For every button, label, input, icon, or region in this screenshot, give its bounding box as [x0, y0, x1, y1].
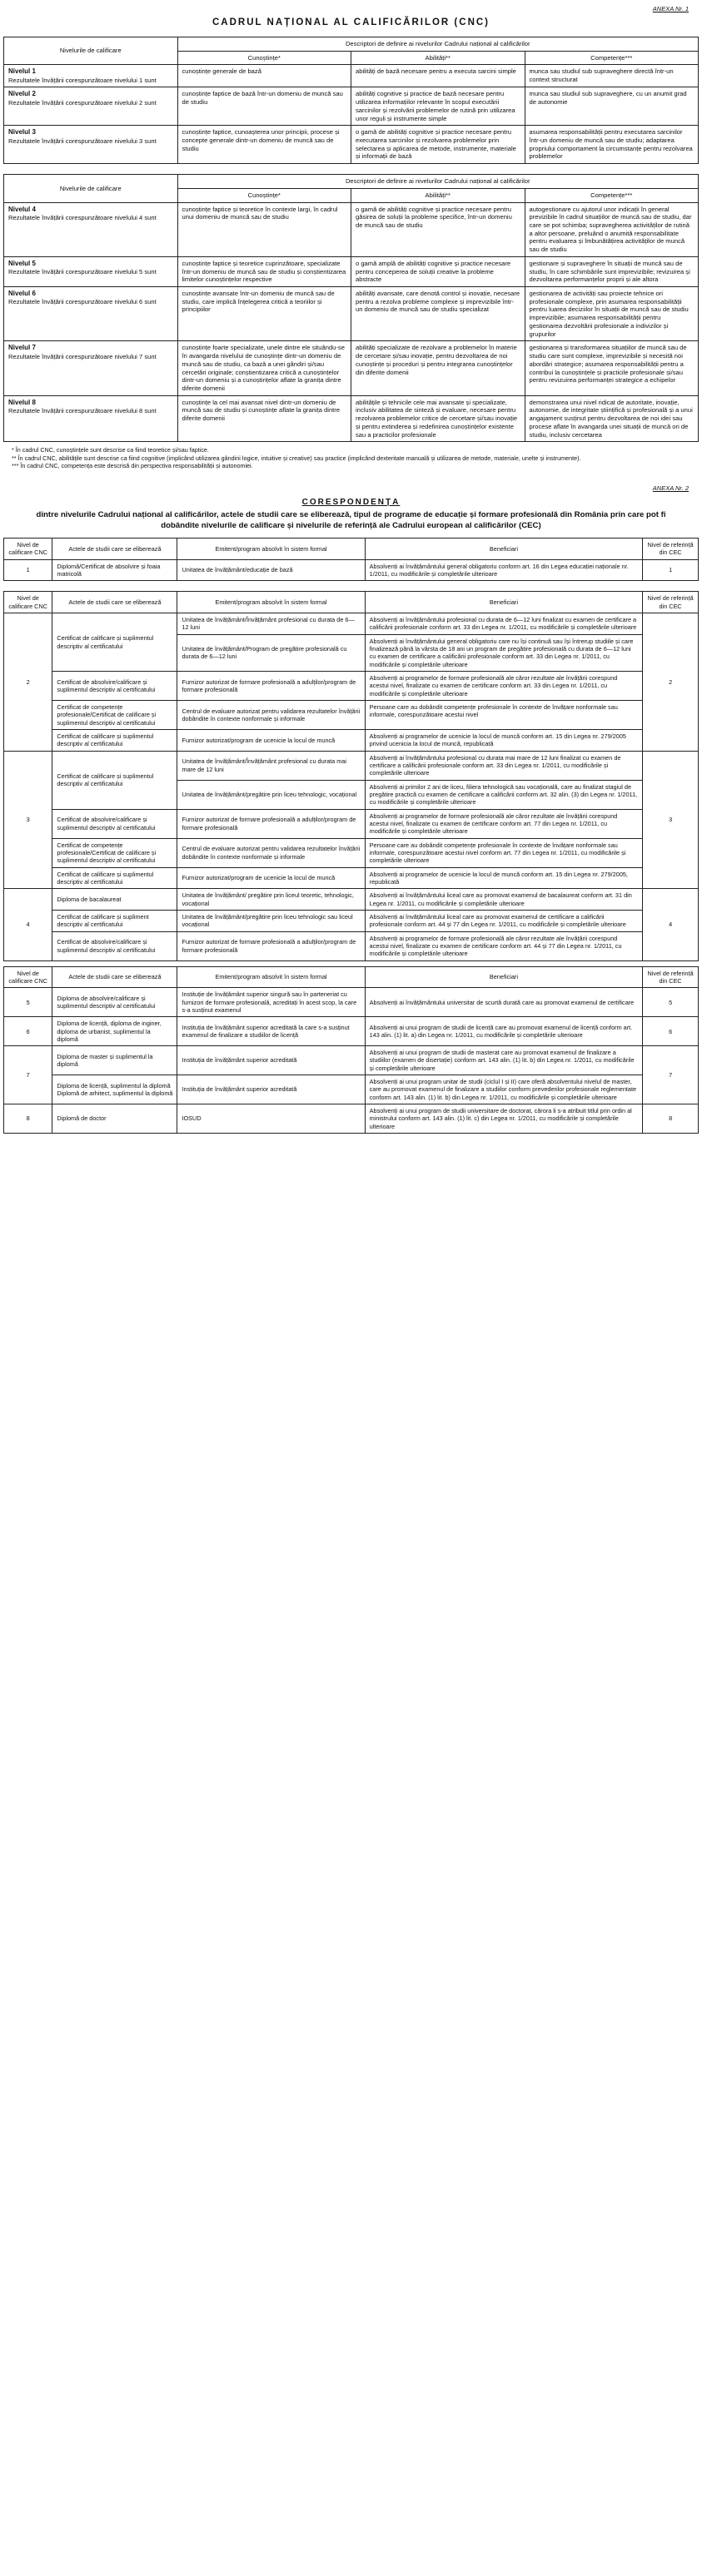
skills-cell: abilități specializate de rezolvare a problemelor în materie de cercetare și/sau inovație, pentru dezvoltarea de noi cunoștințe și proceduri și pentru integrarea cunoștințelor din diferite domenii	[351, 341, 525, 395]
footnotes	[3, 442, 699, 469]
col-header-eqf-level: Nivel de referință din CEC	[643, 966, 699, 988]
cnc-level-cell: 5	[4, 988, 52, 1017]
cnc-level-cell: 6	[4, 1017, 52, 1046]
level-results-text: Rezultatele învățării corespunzătoare nivelului 4 sunt	[8, 213, 157, 221]
table-row	[4, 341, 699, 395]
level-name: Nivelul 4	[8, 205, 36, 213]
skills-cell: abilități avansate, care denotă control și inovație, necesare pentru a rezolva probleme complexe și imprevizibile într-un domeniu de muncă sau de studiu specializat	[351, 287, 525, 341]
issuer-cell: Furnizor autorizat de formare profesională a adulților/program de formare profesională	[177, 672, 365, 701]
act-cell: Diploma de absolvire/calificare și suplimentul descriptiv al certificatului	[52, 988, 177, 1017]
table-row	[4, 202, 699, 256]
competences-cell: asumarea responsabilității pentru executarea sarcinilor într-un domeniu de muncă sau de studiu; adaptarea propriului comportament la circumstanțe pentru rezolvarea problemelor	[525, 126, 699, 164]
beneficiaries-cell: Absolvenți ai învățământului liceal care au promovat examenul de certificare a calificării profesionale conform art. 44 și 77 din Legea nr. 1/2011, cu modificările și completările ulterioare	[365, 910, 643, 931]
level-results-text: Rezultatele învățării corespunzătoare nivelului 2 sunt	[8, 98, 157, 107]
correspondence-table-level-1	[3, 538, 699, 581]
issuer-cell: Furnizor autorizat/program de ucenicie la locul de muncă	[177, 729, 365, 751]
level-name: Nivelul 5	[8, 259, 36, 267]
issuer-cell: Instituție de învățământ superior singură sau în parteneriat cu furnizori de formare profesională, acreditați în acest scop, la care s-a susținut examenul	[177, 988, 365, 1017]
level-results-text: Rezultatele învățării corespunzătoare nivelului 1 sunt	[8, 76, 157, 84]
issuer-cell: Centrul de evaluare autorizat pentru validarea rezultatelor învățării dobândite în contexte nonformale și informale	[177, 838, 365, 867]
act-cell: Diploma de master și suplimentul la diplomă	[52, 1046, 177, 1075]
col-header-cnc-level: Nivel de calificare CNC	[4, 592, 52, 613]
col-header-skills: Abilități**	[351, 51, 525, 65]
issuer-cell: Furnizor autorizat de formare profesională a adulților/program de formare profesională	[177, 809, 365, 838]
col-header-competences: Competențe***	[525, 188, 699, 202]
cnc-level-cell: 7	[4, 1046, 52, 1104]
issuer-cell: Furnizor autorizat/program de ucenicie la locul de muncă	[177, 867, 365, 889]
col-header-descriptors: Descriptori de definire ai nivelurilor Cadrului național al calificărilor	[177, 37, 699, 52]
cnc-level-cell: 1	[4, 559, 52, 581]
beneficiaries-cell: Absolvenți ai învățământului liceal care au promovat examenul de bacalaureat conform art. 31 din Legea nr. 1/2011, cu modificările și completările ulterioare	[365, 889, 643, 911]
col-header-issuer: Emitent/program absolvit în sistem formal	[177, 539, 365, 560]
act-cell: Diploma de bacalaureat	[52, 889, 177, 911]
issuer-cell: Unitatea de învățământ/ pregătire prin liceul teoretic, tehnologic, vocațional	[177, 889, 365, 911]
competences-cell: gestionarea și transformarea situațiilor de muncă sau de studiu care sunt complexe, imprevizibile și necesită noi abordări strategice; asumarea responsabilității pentru a contribui la cunoștințele și practicile profesionale și/sau pentru revizuirea performanței strategice a echipelor	[525, 341, 699, 395]
beneficiaries-cell: Absolvenți ai programelor de formare profesională ale căror rezultate ale învățării corespund acestui nivel, finalizate cu examen de certificare conform art. 77 din Legea nr. 1/2011, cu modificările și completările ulterioare	[365, 809, 643, 838]
act-cell: Certificat de calificare și suplimentul descriptiv al certificatului	[52, 613, 177, 672]
competences-cell: autogestionare cu ajutorul unor indicații în general previzibile în cadrul situațiilor de muncă sau de studiu, dar care se pot schimba; supravegherea activităților de rutină a altor persoane, preluând o anumită responsabilitate pentru evaluarea și îmbunătățirea activităților de muncă sau de studiu	[525, 202, 699, 256]
table-row	[4, 889, 699, 911]
issuer-cell: Instituția de învățământ superior acreditată	[177, 1075, 365, 1104]
col-header-issuer: Emitent/program absolvit în sistem formal	[177, 966, 365, 988]
eqf-level-cell: 5	[643, 988, 699, 1017]
cnc-level-cell: 2	[4, 613, 52, 752]
annex2-title: CORESPONDENȚA	[301, 498, 401, 508]
act-cell: Diploma de licență, diploma de inginer, diploma de urbanist, suplimentul la diplomă	[52, 1017, 177, 1046]
col-header-skills: Abilități**	[351, 188, 525, 202]
table-row	[4, 1104, 699, 1134]
col-header-eqf-level: Nivel de referință din CEC	[643, 592, 699, 613]
table-row	[4, 931, 699, 960]
col-header-knowledge: Cunoștințe*	[177, 51, 351, 65]
eqf-level-cell: 3	[643, 751, 699, 889]
table-row	[4, 287, 699, 341]
act-cell: Certificat de calificare și suplimentul descriptiv al certificatului	[52, 867, 177, 889]
skills-cell: abilități cognitive și practice de bază necesare pentru utilizarea informațiilor relevante în scopul executării sarcinilor și rezolvării problemelor de rutină prin utilizarea unor reguli și instrumente simple	[351, 87, 525, 126]
table-row	[4, 395, 699, 442]
table-row	[4, 988, 699, 1017]
beneficiaries-cell: Absolvenți ai primilor 2 ani de liceu, filiera tehnologică sau vocațională, care au finalizat stagiul de pregătire practică cu examen de certificare a calificării conform art. 32 alin. (3) din Legea nr. 1/2011, cu modificările și completările ulterioare	[365, 780, 643, 809]
issuer-cell: Unitatea de învățământ/pregătire prin liceu tehnologic sau liceul vocațional	[177, 910, 365, 931]
beneficiaries-cell: Absolvenți ai unui program de studii de masterat care au promovat examenul de finalizare a studiilor (examen de disertație) conform art. 143 alin. (1) lit. b) din Legea nr. 1/2011, cu modificările și completările ulterioare	[365, 1046, 643, 1075]
competences-cell: munca sau studiul sub supraveghere, cu un anumit grad de autonomie	[525, 87, 699, 126]
act-cell: Certificat de competențe profesionale/Certificat de calificare și suplimentul descriptiv al certificatului	[52, 838, 177, 867]
beneficiaries-cell: Absolvenți ai învățământului universitar de scurtă durată care au promovat examenul de certificare	[365, 988, 643, 1017]
level-cell	[4, 202, 178, 256]
col-header-level: Nivelurile de calificare	[4, 175, 178, 202]
issuer-cell: Unitatea de învățământ/Învățământ profesional cu durata mai mare de 12 luni	[177, 751, 365, 780]
col-header-knowledge: Cunoștințe*	[177, 188, 351, 202]
eqf-level-cell: 2	[643, 613, 699, 752]
level-cell	[4, 65, 178, 87]
issuer-cell: Furnizor autorizat de formare profesională a adulților/program de formare profesională	[177, 931, 365, 960]
beneficiaries-cell: Persoane care au dobândit competențe profesionale în contexte de învățare nonformale sau informale, corespunzătoare acestui nivel conform art. 77 din Legea nr. 1/2011, cu modificările și completările ulterioare	[365, 838, 643, 867]
skills-cell: abilitățile și tehnicile cele mai avansate și specializate, inclusiv abilitatea de sinteză și evaluare, necesare pentru rezolvarea problemelor critice de cercetare și/sau inovație și pentru extinderea și redefinirea cunoștințelor existente sau a practicilor profesionale	[351, 395, 525, 442]
level-name: Nivelul 8	[8, 398, 36, 406]
knowledge-cell: cunoștințe faptice de bază într-un domeniu de muncă sau de studiu	[177, 87, 351, 126]
level-name: Nivelul 2	[8, 90, 36, 98]
issuer-cell: Instituția de învățământ superior acreditată	[177, 1046, 365, 1075]
knowledge-cell: cunoștințe faptice, cunoașterea unor principii, procese și concepte generale dintr-un domeniu de muncă sau de studiu	[177, 126, 351, 164]
table-row	[4, 672, 699, 701]
document-page	[0, 0, 702, 1134]
knowledge-cell: cunoștințe foarte specializate, unele dintre ele situându-se în avangarda nivelului de cunoștințe dintr-un domeniu de muncă sau de studiu, ca bază a unei gândiri și/sau cercetări originale; conștientizarea critică a cunoștințelor dintr-un domeniu și a cunoștințelor aflate la granița dintre diferite domenii	[177, 341, 351, 395]
knowledge-cell: cunoștințe faptice și teoretice în contexte largi, în cadrul unui domeniu de muncă sau de studiu	[177, 202, 351, 256]
level-results-text: Rezultatele învățării corespunzătoare nivelului 8 sunt	[8, 406, 157, 414]
level-cell	[4, 341, 178, 395]
act-cell: Certificat de calificare și suplimentul descriptiv al certificatului	[52, 751, 177, 809]
col-header-acts: Actele de studii care se eliberează	[52, 966, 177, 988]
table-row	[4, 65, 699, 87]
footnote: ** În cadrul CNC, abilitățile sunt descrise ca fiind cognitive (implicând utilizarea gândirii logice, intuitive și creative) sau practice (implicând dexteritate manuală și utilizarea de metode, materiale, unelte și instrumente).	[12, 454, 581, 462]
level-name: Nivelul 3	[8, 128, 36, 136]
act-cell: Diplomă/Certificat de absolvire și foaia matricolă	[52, 559, 177, 581]
eqf-level-cell: 4	[643, 889, 699, 960]
act-cell: Certificat de calificare și supliment descriptiv al certificatului	[52, 910, 177, 931]
table-row	[4, 910, 699, 931]
issuer-cell: Unitatea de învățământ/Învățământ profesional cu durata de 6—12 luni	[177, 613, 365, 635]
level-name: Nivelul 7	[8, 344, 36, 352]
eqf-level-cell: 6	[643, 1017, 699, 1046]
level-name: Nivelul 1	[8, 67, 36, 76]
col-header-beneficiaries: Beneficiari	[365, 592, 643, 613]
beneficiaries-cell: Absolvenți ai unui program unitar de studii (ciclul I și II) care oferă absolventului nivelul de master, care au promovat examenul de finalizare a studiilor conform prevederilor profesionale reglementate conform art. 143 alin. (1) lit. b) din Legea nr. 1/2011, cu modificările și completările ulterioare	[365, 1075, 643, 1104]
competences-cell: gestionarea de activități sau proiecte tehnice ori profesionale complexe, prin asumarea responsabilității pentru luarea deciziilor în situații de muncă sau de studiu imprevizibile; asumarea responsabilității pentru gestionarea dezvoltării profesionale a indivizilor și grupurilor	[525, 287, 699, 341]
col-header-competences: Competențe***	[525, 51, 699, 65]
footnote: * În cadrul CNC, cunoștințele sunt descrise ca fiind teoretice și/sau faptice.	[12, 446, 209, 454]
table-row	[4, 729, 699, 751]
issuer-cell: Centrul de evaluare autorizat pentru validarea rezultatelor învățării dobândite în contexte nonformale și informale	[177, 701, 365, 730]
act-cell: Certificat de absolvire/calificare și suplimentul descriptiv al certificatului	[52, 672, 177, 701]
col-header-beneficiaries: Beneficiari	[365, 539, 643, 560]
level-results-text: Rezultatele învățării corespunzătoare nivelului 3 sunt	[8, 136, 157, 145]
issuer-cell: IOSUD	[177, 1104, 365, 1134]
competences-cell: demonstrarea unui nivel ridicat de autoritate, inovație, autonomie, de integritate științifică și profesională și a unui angajament susținut pentru dezvoltarea de noi idei sau procese aflate în avangarda unei situații de muncă ori de studiu, inclusiv cercetarea	[525, 395, 699, 442]
col-header-eqf-level: Nivel de referință din CEC	[643, 539, 699, 560]
knowledge-cell: cunoștințe faptice și teoretice cuprinzătoare, specializate într-un domeniu de muncă sau de studiu și conștientizarea limitelor cunoștințelor respective	[177, 256, 351, 286]
eqf-level-cell: 8	[643, 1104, 699, 1134]
cnc-level-cell: 4	[4, 889, 52, 960]
issuer-cell: Unitatea de învățământ/Program de pregătire profesională cu durata de 6—12 luni	[177, 634, 365, 671]
annex1-label: ANEXA Nr. 1	[652, 5, 689, 12]
level-cell	[4, 126, 178, 164]
beneficiaries-cell: Absolvenți ai programelor de formare profesională ale căror rezultate ale învățării corespund acestui nivel, finalizate cu examen de certificare conform art. 33 din Legea nr. 1/2011, cu modificările și completările ulterioare	[365, 672, 643, 701]
beneficiaries-cell: Absolvenți ai unui program de studii universitare de doctorat, cărora li s-a atribuit titlul prin ordin al ministrului conform art. 143 alin. (1) lit. c) din Legea nr. 1/2011, cu modificările și completările ulterioare	[365, 1104, 643, 1134]
table-row	[4, 838, 699, 867]
level-cell	[4, 256, 178, 286]
beneficiaries-cell: Absolvenți ai învățământului general obligatoriu conform art. 16 din Legea educației naționale nr. 1/2011, cu modificările și completările ulterioare	[365, 559, 643, 581]
act-cell: Diplomă de doctor	[52, 1104, 177, 1134]
table-row	[4, 701, 699, 730]
col-header-acts: Actele de studii care se eliberează	[52, 539, 177, 560]
table-row	[4, 126, 699, 164]
col-header-acts: Actele de studii care se eliberează	[52, 592, 177, 613]
act-cell: Certificat de absolvire/calificare și suplimentul descriptiv al certificatului	[52, 809, 177, 838]
level-results-text: Rezultatele învățării corespunzătoare nivelului 7 sunt	[8, 352, 157, 360]
table-row	[4, 613, 699, 635]
beneficiaries-cell: Absolvenți ai învățământului profesional cu durata mai mare de 12 luni finalizat cu examen de certificare a calificării profesionale conform art. 33 din Legea nr. 1/2011, cu modificările și completările ulterioare	[365, 751, 643, 780]
competences-cell: gestionare și supraveghere în situații de muncă sau de studiu, în care schimbările sunt imprevizibile; revizuirea și dezvoltarea performanțelor proprii și ale altora	[525, 256, 699, 286]
knowledge-cell: cunoștințe generale de bază	[177, 65, 351, 87]
footnote: *** În cadrul CNC, competența este descrisă din perspectiva responsabilității și autonomiei.	[12, 461, 253, 469]
competences-cell: munca sau studiul sub supraveghere directă într-un context structurat	[525, 65, 699, 87]
annex2-subtitle: dintre nivelurile Cadrului național al calificărilor, actele de studii care se eliberează, tipul de programe de educație și formare profesională din România prin care pot fi dobândite nivelurile de calificare și nivelurile de referință ale Cadrului european al calificărilor (CEC)	[36, 510, 666, 530]
eqf-level-cell: 7	[643, 1046, 699, 1104]
level-cell	[4, 287, 178, 341]
act-cell: Certificat de calificare și suplimentul descriptiv al certificatului	[52, 729, 177, 751]
issuer-cell: Instituția de învățământ superior acreditată la care s-a susținut examenul de finalizare a studiilor de licență	[177, 1017, 365, 1046]
annex1-title: CADRUL NAȚIONAL AL CALIFICĂRILOR (CNC)	[212, 17, 490, 27]
table-row	[4, 1046, 699, 1075]
beneficiaries-cell: Absolvenți ai programelor de formare profesională ale căror rezultate ale învățării corespund acestui nivel, finalizate cu examen de certificare conform art. 44 și 77 din Legea nr. 1/2011, cu modificările și completările ulterioare	[365, 931, 643, 960]
beneficiaries-cell: Absolvenți ai programelor de ucenicie la locul de muncă conform art. 15 din Legea nr. 279/2005, republicată	[365, 867, 643, 889]
cnc-level-cell: 8	[4, 1104, 52, 1134]
annex2-label: ANEXA Nr. 2	[652, 484, 689, 493]
col-header-level: Nivelurile de calificare	[4, 37, 178, 65]
table-row	[4, 1075, 699, 1104]
table-row	[4, 87, 699, 126]
col-header-descriptors: Descriptori de definire ai nivelurilor Cadrului național al calificărilor	[177, 175, 699, 189]
beneficiaries-cell: Absolvenți ai unui program de studii de licență care au promovat examenul de licență conform art. 143 alin. (1) lit. a) din Legea nr. 1/2011, cu modificările și completările ulterioare	[365, 1017, 643, 1046]
issuer-cell: Unitatea de învățământ/pregătire prin liceu tehnologic, vocațional	[177, 780, 365, 809]
col-header-cnc-level: Nivel de calificare CNC	[4, 539, 52, 560]
cnc-level-cell: 3	[4, 751, 52, 889]
act-cell: Certificat de competențe profesionale/Certificat de calificare și suplimentul descriptiv al certificatului	[52, 701, 177, 730]
table-row	[4, 1017, 699, 1046]
level-name: Nivelul 6	[8, 290, 36, 298]
col-header-issuer: Emitent/program absolvit în sistem formal	[177, 592, 365, 613]
level-results-text: Rezultatele învățării corespunzătoare nivelului 6 sunt	[8, 298, 157, 306]
knowledge-cell: cunoștințe avansate într-un domeniu de muncă sau de studiu, care implică înțelegerea critică a teoriilor și principiilor	[177, 287, 351, 341]
beneficiaries-cell: Absolvenți ai învățământului general obligatoriu care nu își continuă sau își întrerup studiile și care finalizează până la vârsta de 18 ani un program de pregătire profesională cu durata de 6—12 luni cu examen de certificare a calificării profesionale conform art. 33 din Legea nr. 1/2011, cu modificările și completările ulterioare	[365, 634, 643, 671]
skills-cell: o gamă amplă de abilități cognitive și practice necesare pentru conceperea de soluții creative la probleme abstracte	[351, 256, 525, 286]
table-row	[4, 256, 699, 286]
table-row	[4, 751, 699, 780]
col-header-cnc-level: Nivel de calificare CNC	[4, 966, 52, 988]
skills-cell: o gamă de abilități cognitive și practice necesare pentru găsirea de soluții la probleme specifice, într-un domeniu de muncă sau de studiu	[351, 202, 525, 256]
table-row	[4, 809, 699, 838]
act-cell: Diploma de licență, suplimentul la diplomă Diplomă de arhitect, suplimentul la diplomă	[52, 1075, 177, 1104]
issuer-cell: Unitatea de învățământ/educație de bază	[177, 559, 365, 581]
cnc-table-levels-4-8	[3, 174, 699, 442]
level-cell	[4, 87, 178, 126]
beneficiaries-cell: Absolvenți ai învățământului profesional cu durata de 6—12 luni finalizat cu examen de certificare a calificării profesionale conform art. 33 din Legea nr. 1/2011, cu modificările și completările ulterioare	[365, 613, 643, 635]
beneficiaries-cell: Absolvenți ai programelor de ucenicie la locul de muncă conform art. 15 din Legea nr. 279/2005 privind ucenicia la locul de muncă, republicată	[365, 729, 643, 751]
cnc-table-levels-1-3	[3, 37, 699, 164]
act-cell: Certificat de absolvire/calificare și suplimentul descriptiv al certificatului	[52, 931, 177, 960]
knowledge-cell: cunoștințe la cel mai avansat nivel dintr-un domeniu de muncă sau de studiu și cunoștințe aflate la granița dintre diferite domenii	[177, 395, 351, 442]
eqf-level-cell: 1	[643, 559, 699, 581]
correspondence-table-levels-5-8	[3, 966, 699, 1134]
level-results-text: Rezultatele învățării corespunzătoare nivelului 5 sunt	[8, 268, 157, 276]
col-header-beneficiaries: Beneficiari	[365, 966, 643, 988]
skills-cell: abilități de bază necesare pentru a executa sarcini simple	[351, 65, 525, 87]
correspondence-table-levels-2-4	[3, 591, 699, 960]
level-cell	[4, 395, 178, 442]
table-row	[4, 867, 699, 889]
skills-cell: o gamă de abilități cognitive și practice necesare pentru executarea sarcinilor și rezolvarea problemelor prin selectarea și aplicarea de metode, instrumente, materiale și informații de bază	[351, 126, 525, 164]
beneficiaries-cell: Persoane care au dobândit competențe profesionale în contexte de învățare nonformale sau informale, corespunzătoare acestui nivel	[365, 701, 643, 730]
table-row	[4, 559, 699, 581]
